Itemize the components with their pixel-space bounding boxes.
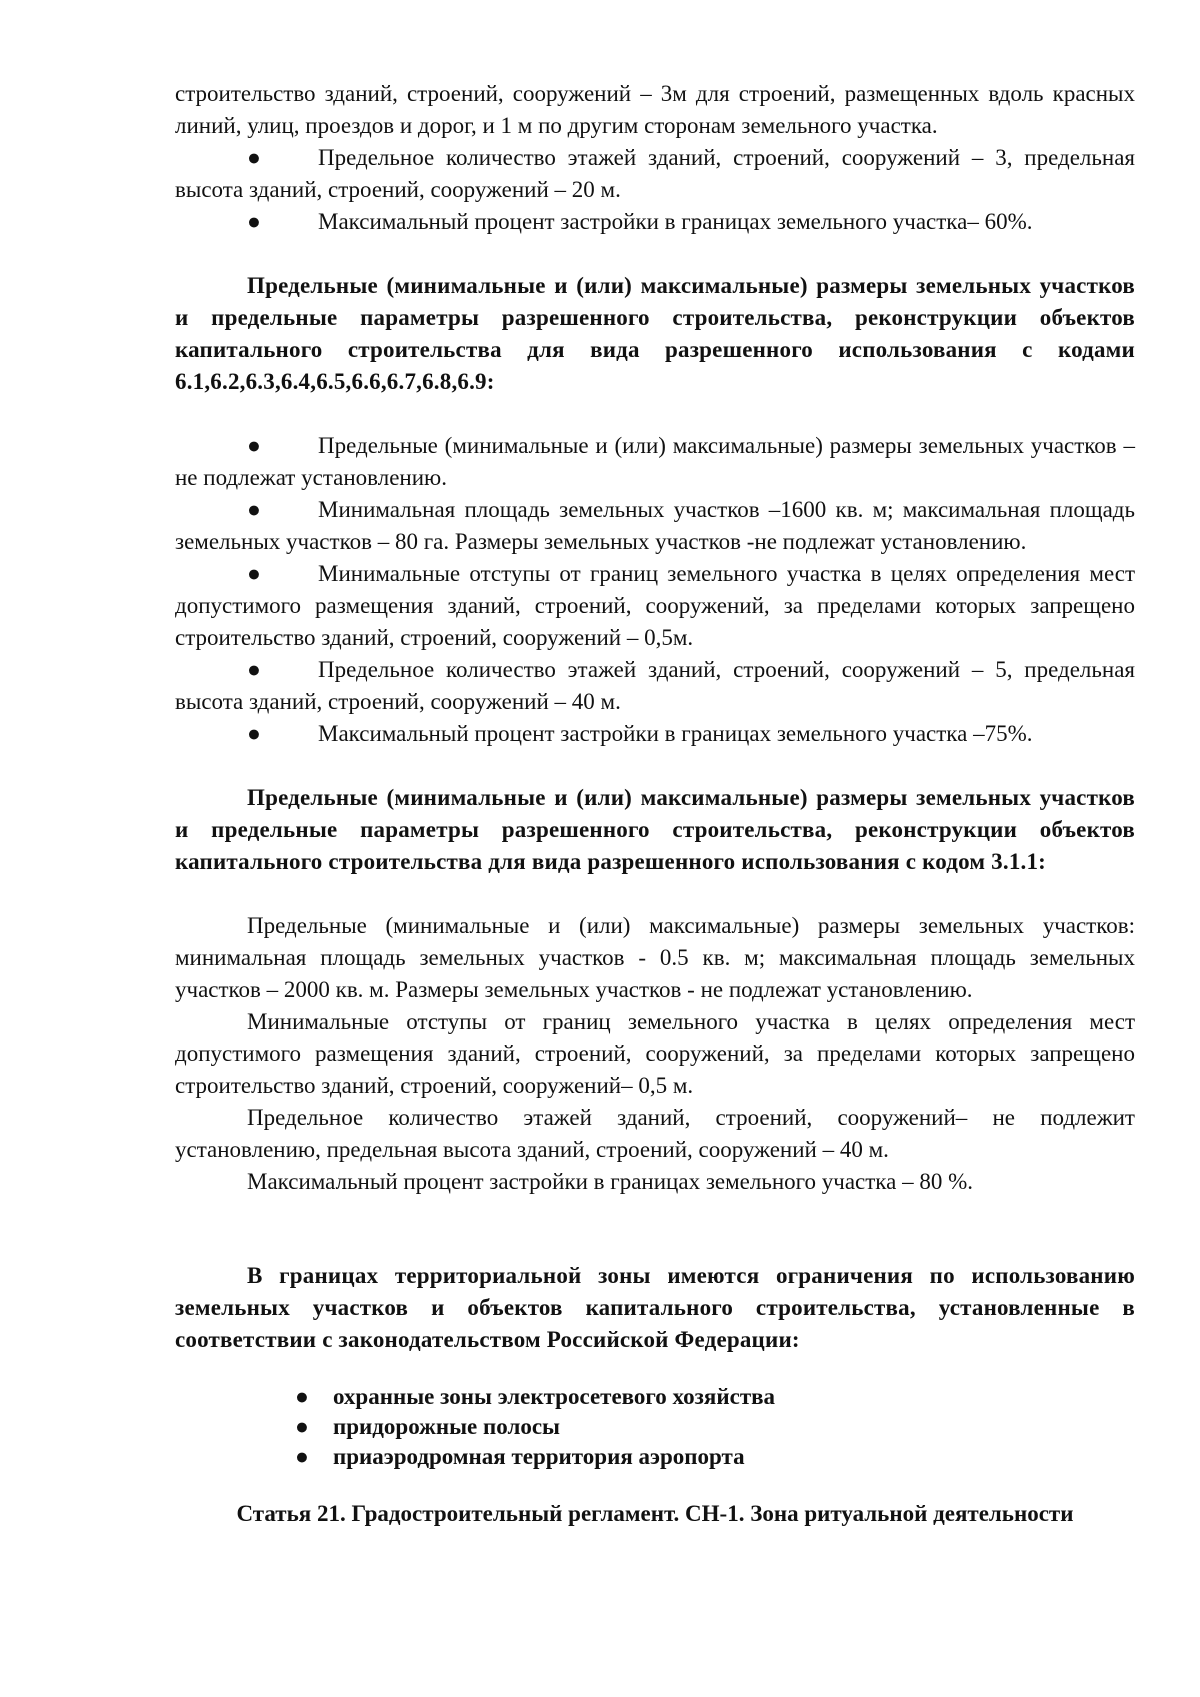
body-paragraph: Минимальные отступы от границ земельного участка в целях определения мест допустимого размещения зданий, строений, сооружений, за пределами которых запрещено строительство зданий, строений, сооружений– 0,5 м. — [175, 1009, 1135, 1098]
list-item — [175, 1412, 1135, 1442]
bullet-paragraph — [175, 718, 1135, 750]
bullet-icon: ● — [295, 1384, 309, 1409]
body-paragraph: Максимальный процент застройки в границах земельного участка – 80 %. — [247, 1169, 973, 1194]
restrictions-list — [175, 1382, 1135, 1472]
article-title: Статья 21. Градостроительный регламент. СН-1. Зона ритуальной деятельности — [236, 1501, 1074, 1526]
bullet-text: Максимальный процент застройки в границах земельного участка– 60%. — [318, 209, 1033, 234]
list-item-text: охранные зоны электросетевого хозяйства — [333, 1384, 776, 1409]
bullet-icon: ● — [247, 721, 261, 746]
bullet-icon: ● — [247, 561, 261, 586]
bullet-icon: ● — [295, 1414, 309, 1439]
section-heading: Предельные (минимальные и (или) максимальные) размеры земельных участков и предельные параметры разрешенного строительства, реконструкции объектов капитального строительства для вида разрешенного использования с кодом 3.1.1: — [175, 785, 1135, 874]
section-heading: Предельные (минимальные и (или) максимальные) размеры земельных участков и предельные параметры разрешенного строительства, реконструкции объектов капитального строительства для вида разрешенного использования с кодами 6.1,6.2,6.3,6.4,6.5,6.6,6.7,6.8,6.9: — [175, 273, 1135, 394]
bullet-paragraph — [175, 206, 1135, 238]
body-paragraph: Предельное количество этажей зданий, строений, сооружений– не подлежит установлению, предельная высота зданий, строений, сооружений – 40 м. — [175, 1105, 1135, 1162]
bullet-paragraph — [175, 494, 1135, 558]
bullet-text: Минимальная площадь земельных участков –1600 кв. м; максимальная площадь земельных участков – 80 га. Размеры земельных участков -не подлежат установлению. — [175, 497, 1135, 554]
bullet-icon: ● — [247, 497, 261, 522]
bullet-text: Максимальный процент застройки в границах земельного участка –75%. — [318, 721, 1033, 746]
bullet-paragraph — [175, 430, 1135, 494]
document-page — [175, 78, 1135, 1530]
bullet-paragraph — [175, 142, 1135, 206]
list-item — [175, 1442, 1135, 1472]
list-item-text: приаэродромная территория аэропорта — [333, 1444, 745, 1469]
bullet-icon: ● — [295, 1444, 309, 1469]
list-item — [175, 1382, 1135, 1412]
list-item-text: придорожные полосы — [333, 1414, 561, 1439]
bullet-icon: ● — [247, 433, 261, 458]
bullet-text: Предельные (минимальные и (или) максимальные) размеры земельных участков – не подлежат установлению. — [175, 433, 1135, 490]
body-paragraph: Предельные (минимальные и (или) максимальные) размеры земельных участков: минимальная площадь земельных участков - 0.5 кв. м; максимальная площадь земельных участков – 2000 кв. м. Размеры земельных участков - не подлежат установлению. — [175, 913, 1135, 1002]
bullet-text: Минимальные отступы от границ земельного участка в целях определения мест допустимого размещения зданий, строений, сооружений, за пределами которых запрещено строительство зданий, строений, сооружений – 0,5м. — [175, 561, 1135, 650]
bullet-text: Предельное количество этажей зданий, строений, сооружений – 3, предельная высота зданий, строений, сооружений – 20 м. — [175, 145, 1135, 202]
bullet-icon: ● — [247, 657, 261, 682]
bullet-paragraph — [175, 558, 1135, 654]
bullet-icon: ● — [247, 145, 261, 170]
bullet-icon: ● — [247, 209, 261, 234]
restrictions-heading: В границах территориальной зоны имеются ограничения по использованию земельных участков и объектов капитального строительства, установленные в соответствии с законодательством Российской Федерации: — [175, 1263, 1135, 1352]
bullet-paragraph — [175, 654, 1135, 718]
bullet-text: Предельное количество этажей зданий, строений, сооружений – 5, предельная высота зданий, строений, сооружений – 40 м. — [175, 657, 1135, 714]
continuation-paragraph: строительство зданий, строений, сооружений – 3м для строений, размещенных вдоль красных линий, улиц, проездов и дорог, и 1 м по другим сторонам земельного участка. — [175, 81, 1135, 138]
